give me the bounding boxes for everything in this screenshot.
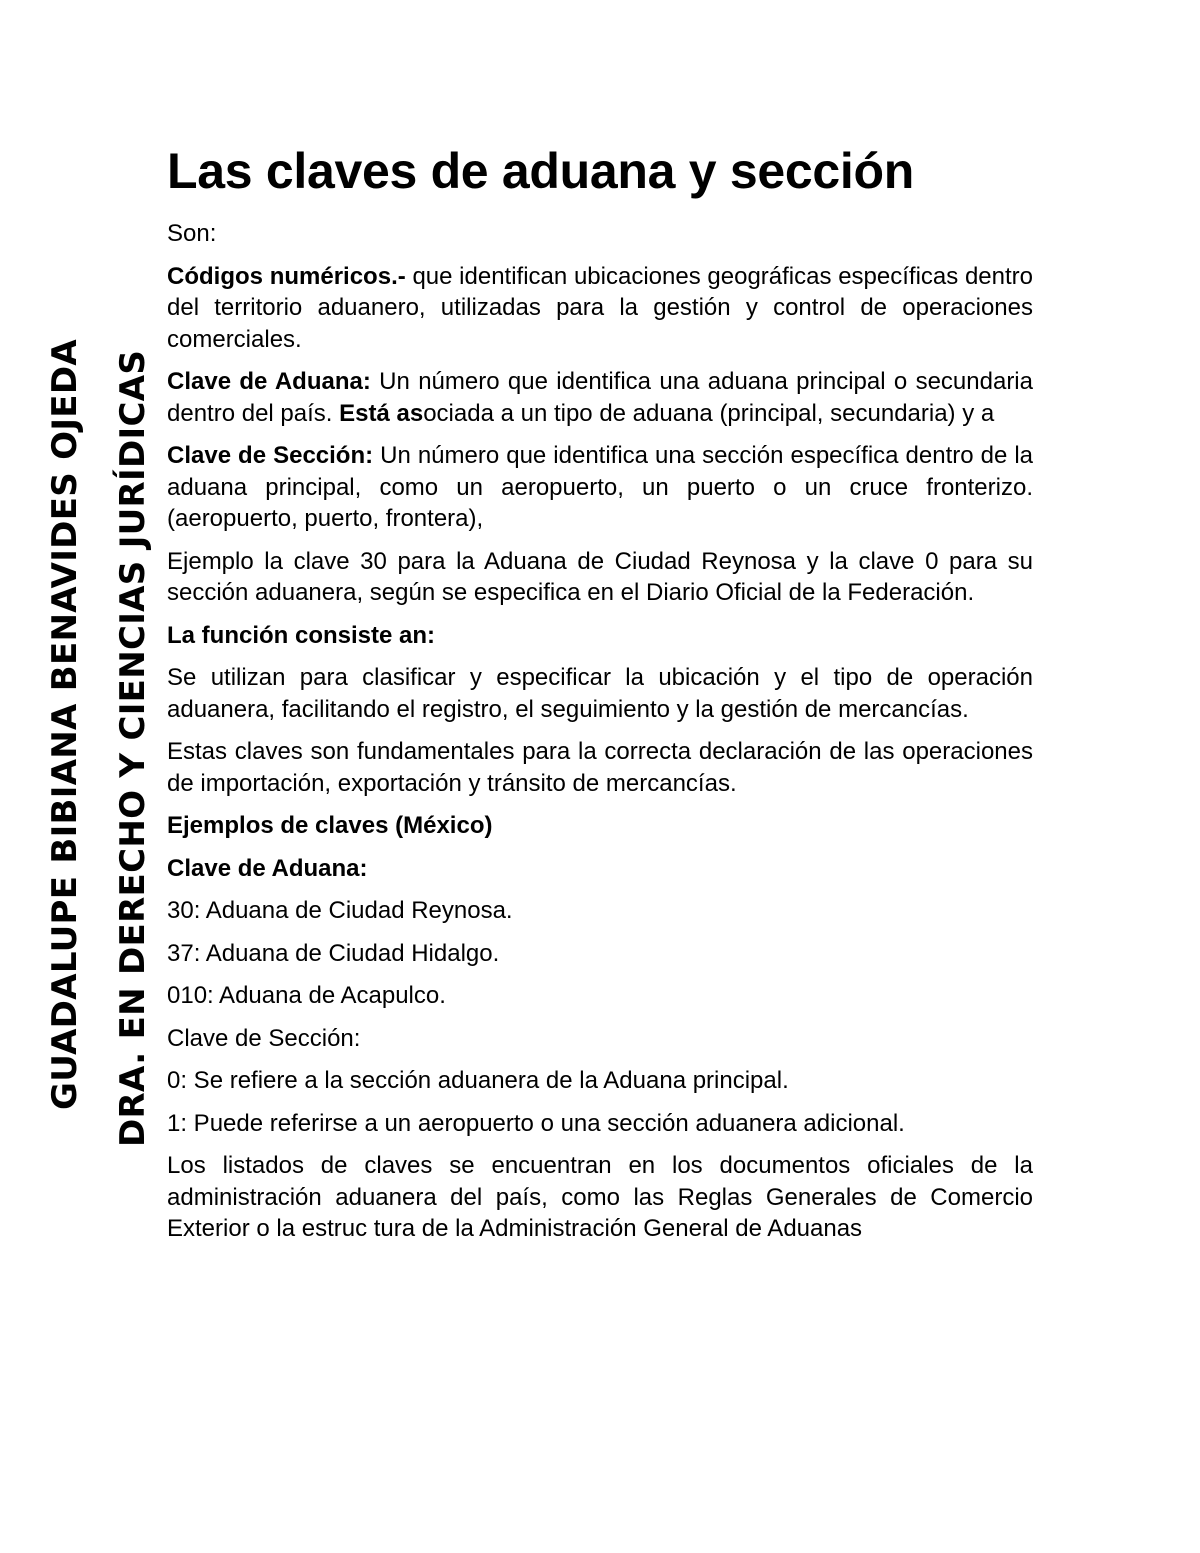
codigos-text: que identifican ubicaciones geográficas específicas dentro del territorio aduanero, utilizadas para la gestión y control de operaciones comerciales. <box>167 262 1034 353</box>
funcion-heading-text: La función consiste an: <box>167 621 436 649</box>
clave-seccion-text: Un número que identifica una sección específica dentro de la aduana principal, como un aeropuerto, un puerto o un cruce fronterizo. (aeropuerto, puerto, frontera), <box>167 442 1034 532</box>
listados-paragraph: Los listados de claves se encuentran en los documentos oficiales de la administración aduanera del país, como las Reglas Generales de Comercio Exterior o la estruc tura de la Administración General de Aduanas <box>167 1152 1033 1242</box>
ejemplos-heading-text: Ejemplos de claves (México) <box>167 812 493 839</box>
clave-aduana-bold-mid: Está as <box>339 399 424 427</box>
clave-aduana-text-a: Un número que identifica una aduana principal o secundaria dentro del país. <box>167 368 1033 427</box>
intro-text: Son: <box>167 220 217 247</box>
clave-seccion-label: Clave de Sección: <box>167 442 374 469</box>
aduana-item: 30: Aduana de Ciudad Reynosa. <box>167 897 513 924</box>
clave-seccion-paragraph <box>167 440 1033 535</box>
author-title-vertical: DRA. EN DERECHO Y CIENCIAS JURÍDICAS <box>113 349 153 1147</box>
ejemplos-heading <box>167 810 1033 842</box>
document-body <box>167 140 1033 1256</box>
aduana-heading <box>167 853 1033 885</box>
codigos-label: Códigos numéricos.- <box>167 262 406 290</box>
seccion-item: 1: Puede referirse a un aeropuerto o una sección aduanera adicional. <box>167 1109 905 1137</box>
funcion-paragraph: Se utilizan para clasificar y especificar la ubicación y el tipo de operación aduanera, facilitando el registro, el seguimiento y la gestión de mercancías. <box>167 664 1033 723</box>
page-title: Las claves de aduana y sección <box>167 143 914 199</box>
seccion-item: 0: Se refiere a la sección aduanera de la Aduana principal. <box>167 1067 789 1094</box>
aduana-item: 010: Aduana de Acapulco. <box>167 982 446 1009</box>
funcion-heading <box>167 620 1033 652</box>
fundamentales-paragraph: Estas claves son fundamentales para la correcta declaración de las operaciones de importación, exportación y tránsito de mercancías. <box>167 738 1033 797</box>
codigos-paragraph <box>167 261 1033 356</box>
aduana-item: 37: Aduana de Ciudad Hidalgo. <box>167 939 500 967</box>
clave-aduana-label: Clave de Aduana: <box>167 368 371 395</box>
seccion-heading: Clave de Sección: <box>167 1024 361 1052</box>
author-name-vertical: GUADALUPE BIBIANA BENAVIDES OJEDA <box>45 339 85 1110</box>
ejemplo-paragraph: Ejemplo la clave 30 para la Aduana de Ciudad Reynosa y la clave 0 para su sección aduanera, según se especifica en el Diario Oficial de la Federación. <box>167 547 1033 606</box>
aduana-heading-text: Clave de Aduana: <box>167 854 368 882</box>
clave-aduana-text-b: ociada a un tipo de aduana (principal, secundaria) y a <box>423 399 995 427</box>
clave-aduana-paragraph <box>167 366 1033 429</box>
